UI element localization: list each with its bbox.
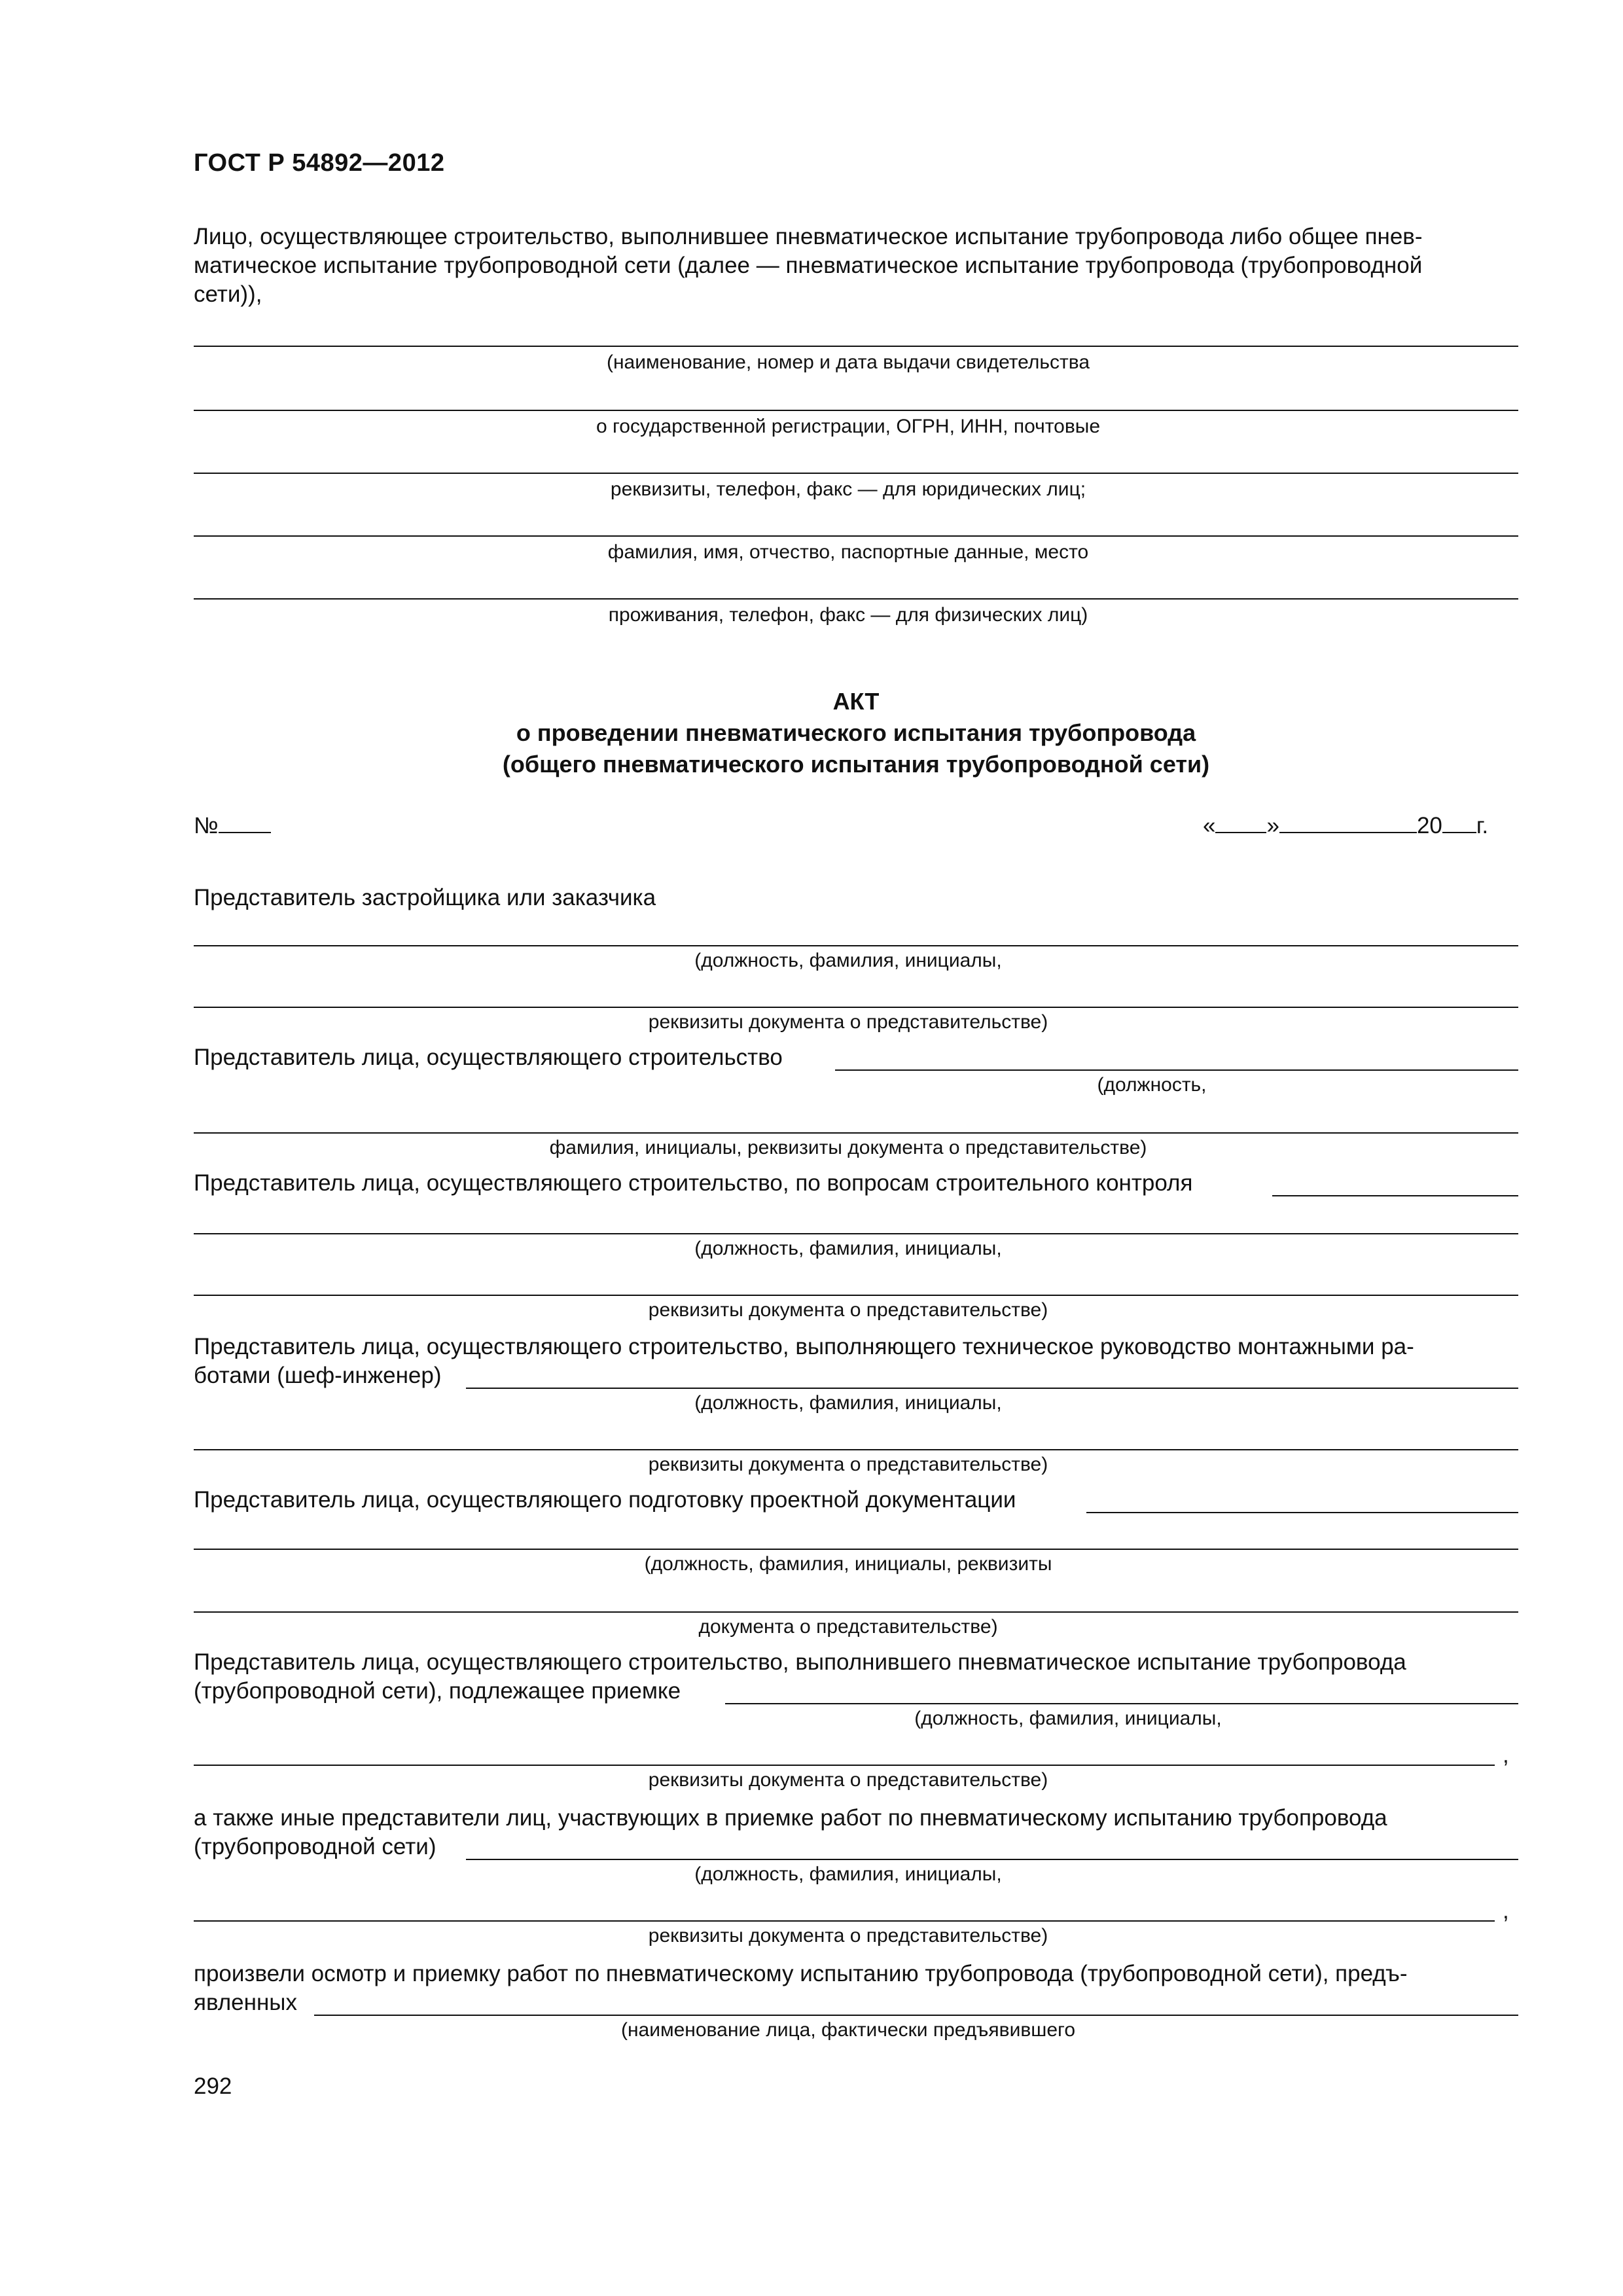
field-caption: реквизиты документа о представительстве) — [648, 1925, 1048, 1946]
year-blank — [1442, 812, 1476, 833]
field-caption: реквизиты документа о представительстве) — [648, 1011, 1048, 1033]
blank-line — [194, 535, 1518, 537]
blank-line — [466, 1388, 1518, 1389]
blank-line — [194, 1233, 1518, 1234]
trailing-comma: , — [1503, 1898, 1509, 1924]
act-date-field — [1203, 812, 1488, 840]
field-caption: реквизиты документа о представительстве) — [648, 1299, 1048, 1321]
blank-line — [194, 598, 1518, 600]
field-caption: фамилия, инициалы, реквизиты документа о представительстве) — [549, 1137, 1147, 1158]
blank-line — [194, 1549, 1518, 1550]
blank-line — [194, 1295, 1518, 1296]
blank-line — [194, 1007, 1518, 1008]
blank-line — [194, 1132, 1518, 1134]
field-caption: (должность, фамилия, инициалы, — [694, 1863, 1002, 1885]
final-line-1: произвели осмотр и приемку работ по пневматическому испытанию трубопровода (трубопроводной сети), предъ- — [194, 1961, 1408, 1986]
builder-label: Представитель лица, осуществляющего строительство — [194, 1045, 783, 1070]
tester-line-1: Представитель лица, осуществляющего строительство, выполнившего пневматическое испытание трубопровода — [194, 1649, 1406, 1675]
intro-line-1: Лицо, осуществляющее строительство, выполнившее пневматическое испытание трубопровода либо общее пнев- — [194, 224, 1423, 249]
number-sign: № — [194, 813, 219, 838]
others-line-2: (трубопроводной сети) — [194, 1834, 437, 1859]
field-caption: реквизиты документа о представительстве) — [648, 1769, 1048, 1791]
intro-line-2: матическое испытание трубопроводной сети (далее — пневматическое испытание трубопровода (трубопроводной — [194, 253, 1423, 278]
developer-label: Представитель застройщика или заказчика — [194, 885, 656, 910]
date-open-quote: « — [1203, 813, 1216, 838]
control-label: Представитель лица, осуществляющего строительство, по вопросам строительного контроля — [194, 1170, 1193, 1196]
act-title: АКТ — [832, 688, 880, 715]
blank-line — [466, 1859, 1518, 1860]
final-line-2: явленных — [194, 1990, 297, 2015]
blank-line — [314, 2015, 1518, 2016]
number-blank — [219, 812, 271, 833]
trailing-comma: , — [1503, 1742, 1509, 1768]
blank-line — [194, 1765, 1495, 1766]
others-line-1: а также иные представители лиц, участвующих в приемке работ по пневматическому испытанию трубопровода — [194, 1805, 1387, 1831]
blank-line — [194, 1449, 1518, 1450]
field-caption: (наименование лица, фактически предъявившего — [621, 2019, 1075, 2041]
field-caption: фамилия, имя, отчество, паспортные данные, место — [607, 541, 1089, 563]
blank-line — [194, 1920, 1495, 1922]
blank-line — [1272, 1195, 1518, 1196]
field-caption: проживания, телефон, факс — для физических лиц) — [608, 604, 1088, 626]
page-number: 292 — [194, 2073, 232, 2099]
field-caption: (должность, фамилия, инициалы, — [694, 1238, 1002, 1259]
date-close-quote: » — [1266, 813, 1279, 838]
field-caption: документа о представительстве) — [698, 1616, 998, 1638]
blank-line — [194, 346, 1518, 347]
field-caption: (должность, — [1097, 1074, 1207, 1096]
field-caption: (должность, фамилия, инициалы, — [914, 1708, 1222, 1729]
field-caption: (должность, фамилия, инициалы, реквизиты — [644, 1553, 1052, 1575]
blank-line — [725, 1703, 1518, 1704]
month-blank — [1279, 812, 1417, 833]
field-caption: о государственной регистрации, ОГРН, ИНН, почтовые — [596, 416, 1101, 437]
tester-line-2: (трубопроводной сети), подлежащее приемке — [194, 1678, 681, 1704]
chief-line-2: ботами (шеф-инженер) — [194, 1363, 442, 1388]
blank-line — [194, 473, 1518, 474]
intro-line-3: сети)), — [194, 281, 262, 307]
year-prefix: 20 — [1416, 813, 1442, 838]
act-subtitle-1: о проведении пневматического испытания трубопровода — [516, 719, 1196, 746]
act-number-field — [194, 812, 271, 840]
act-subtitle-2: (общего пневматического испытания трубопроводной сети) — [502, 751, 1210, 778]
blank-line — [194, 945, 1518, 946]
field-caption: реквизиты, телефон, факс — для юридических лиц; — [610, 478, 1086, 500]
blank-line — [194, 1611, 1518, 1613]
standard-code: ГОСТ Р 54892—2012 — [194, 149, 445, 177]
day-blank — [1215, 812, 1266, 833]
blank-line — [1086, 1512, 1518, 1513]
design-label: Представитель лица, осуществляющего подготовку проектной документации — [194, 1487, 1016, 1513]
blank-line — [194, 410, 1518, 411]
field-caption: (должность, фамилия, инициалы, — [694, 1392, 1002, 1414]
chief-line-1: Представитель лица, осуществляющего строительство, выполняющего техническое руководство монтажными ра- — [194, 1334, 1414, 1359]
blank-line — [835, 1069, 1518, 1071]
field-caption: (должность, фамилия, инициалы, — [694, 950, 1002, 971]
field-caption: реквизиты документа о представительстве) — [648, 1454, 1048, 1475]
year-suffix: г. — [1476, 813, 1489, 838]
field-caption: (наименование, номер и дата выдачи свидетельства — [606, 351, 1090, 373]
